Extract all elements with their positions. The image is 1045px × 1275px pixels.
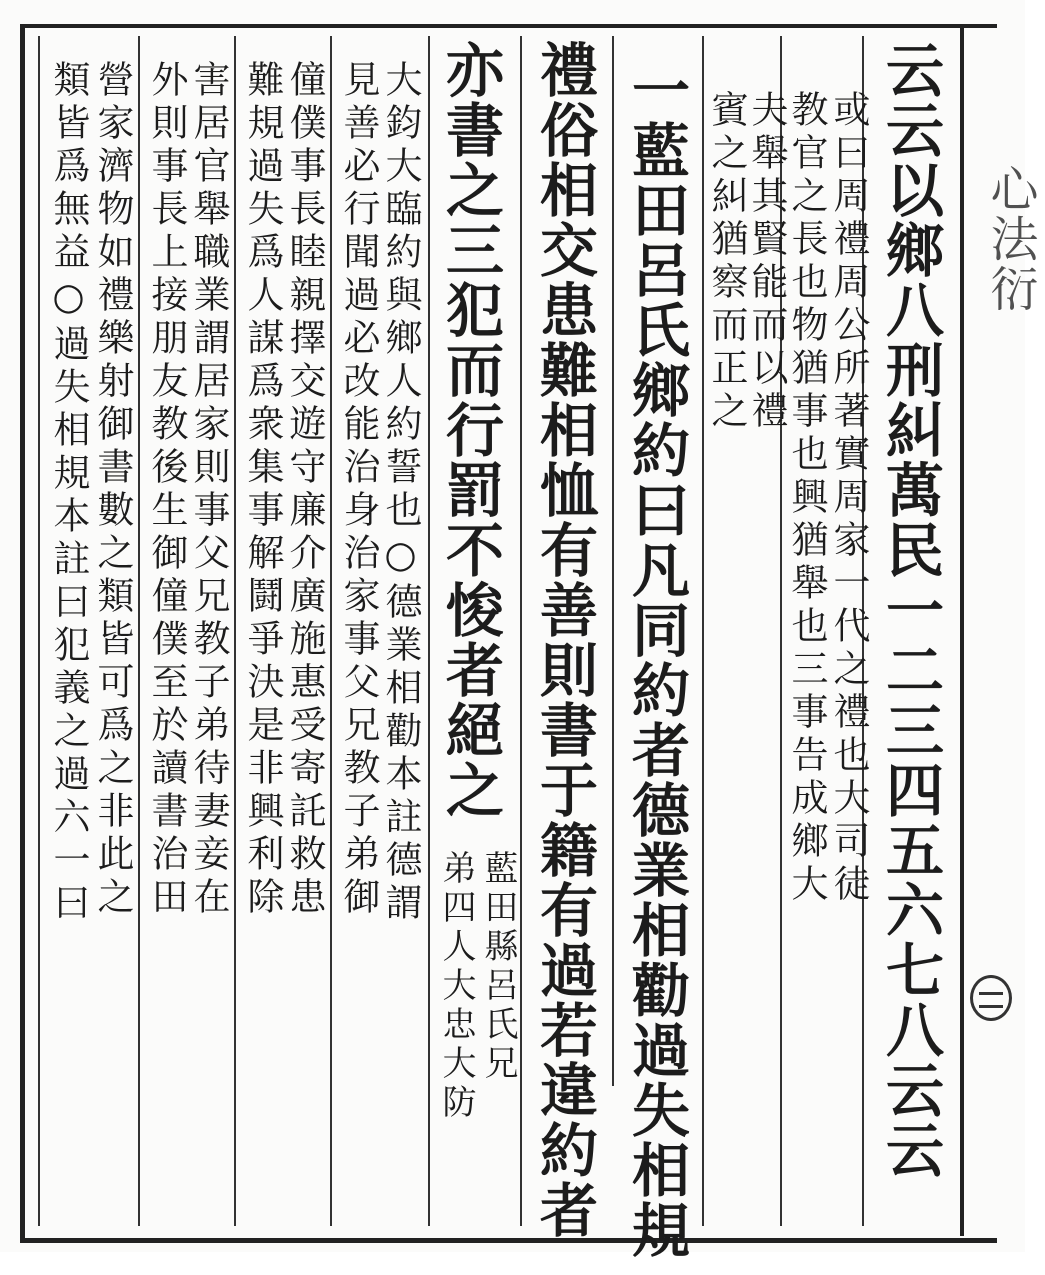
text-column-note-14: 類皆爲無益○過失相規本註曰犯義之過六一曰 bbox=[47, 60, 90, 926]
text-column-note-7: 大鈞大臨約與鄉人約誓也○德業相勸本註德謂 bbox=[379, 60, 422, 926]
text-column-note-5: 藍田縣呂氏兄 bbox=[478, 850, 518, 1084]
text-column-note-2: 教官之長也物猶事也興猶舉也三事告成鄉大 bbox=[785, 90, 828, 907]
text-column-main-3: 禮俗相交患難相恤有善則書于籍有過若違約者 bbox=[530, 40, 598, 1240]
column-rule bbox=[38, 36, 40, 1226]
text-column-note-12: 外則事長上接朋友教後生御僮僕至於讀書治田 bbox=[145, 60, 188, 920]
text-column-main-1: 云云以鄉八刑糾萬民一二三四五六七八云云 bbox=[876, 40, 944, 1180]
fish-tail-mark-icon bbox=[970, 975, 1012, 1021]
edge-text: 心法衍 bbox=[982, 164, 1038, 314]
text-column-note-13: 營家濟物如禮樂射御書數之類皆可爲之非此之 bbox=[91, 60, 134, 920]
text-column-note-4: 賓之糾猶察而正之 bbox=[705, 90, 748, 434]
text-column-note-3: 夫舉其賢能而以禮 bbox=[745, 90, 788, 434]
text-column-note-10: 難規過失爲人謀爲衆集事解鬪爭決是非興利除 bbox=[241, 60, 284, 920]
page-edge-fragment bbox=[966, 24, 1038, 1236]
column-rule bbox=[520, 36, 522, 1226]
text-column-note-6: 弟四人大忠大防 bbox=[436, 850, 476, 1123]
text-column-main-4: 亦書之三犯而行罰不悛者絕之 bbox=[436, 40, 504, 820]
page-border-right bbox=[960, 24, 964, 1236]
text-column-note-1: 或曰周禮周公所著實周家一代之禮也大司徒 bbox=[827, 90, 870, 907]
text-column-note-8: 見善必行聞過必改能治身治家事父兄教子弟御 bbox=[337, 60, 380, 920]
column-rule bbox=[612, 36, 614, 1086]
text-column-main-2: 一藍田呂氏鄉約曰凡同約者德業相勸過失相規 bbox=[622, 60, 690, 1260]
column-rule bbox=[234, 36, 236, 1226]
text-column-note-9: 僮僕事長睦親擇交遊守廉介廣施惠受寄託救患 bbox=[283, 60, 326, 920]
text-column-note-11: 害居官舉職業謂居家則事父兄教子弟待妻妾在 bbox=[187, 60, 230, 920]
column-rule bbox=[428, 36, 430, 1226]
column-rule bbox=[330, 36, 332, 1226]
column-rule bbox=[138, 36, 140, 1226]
